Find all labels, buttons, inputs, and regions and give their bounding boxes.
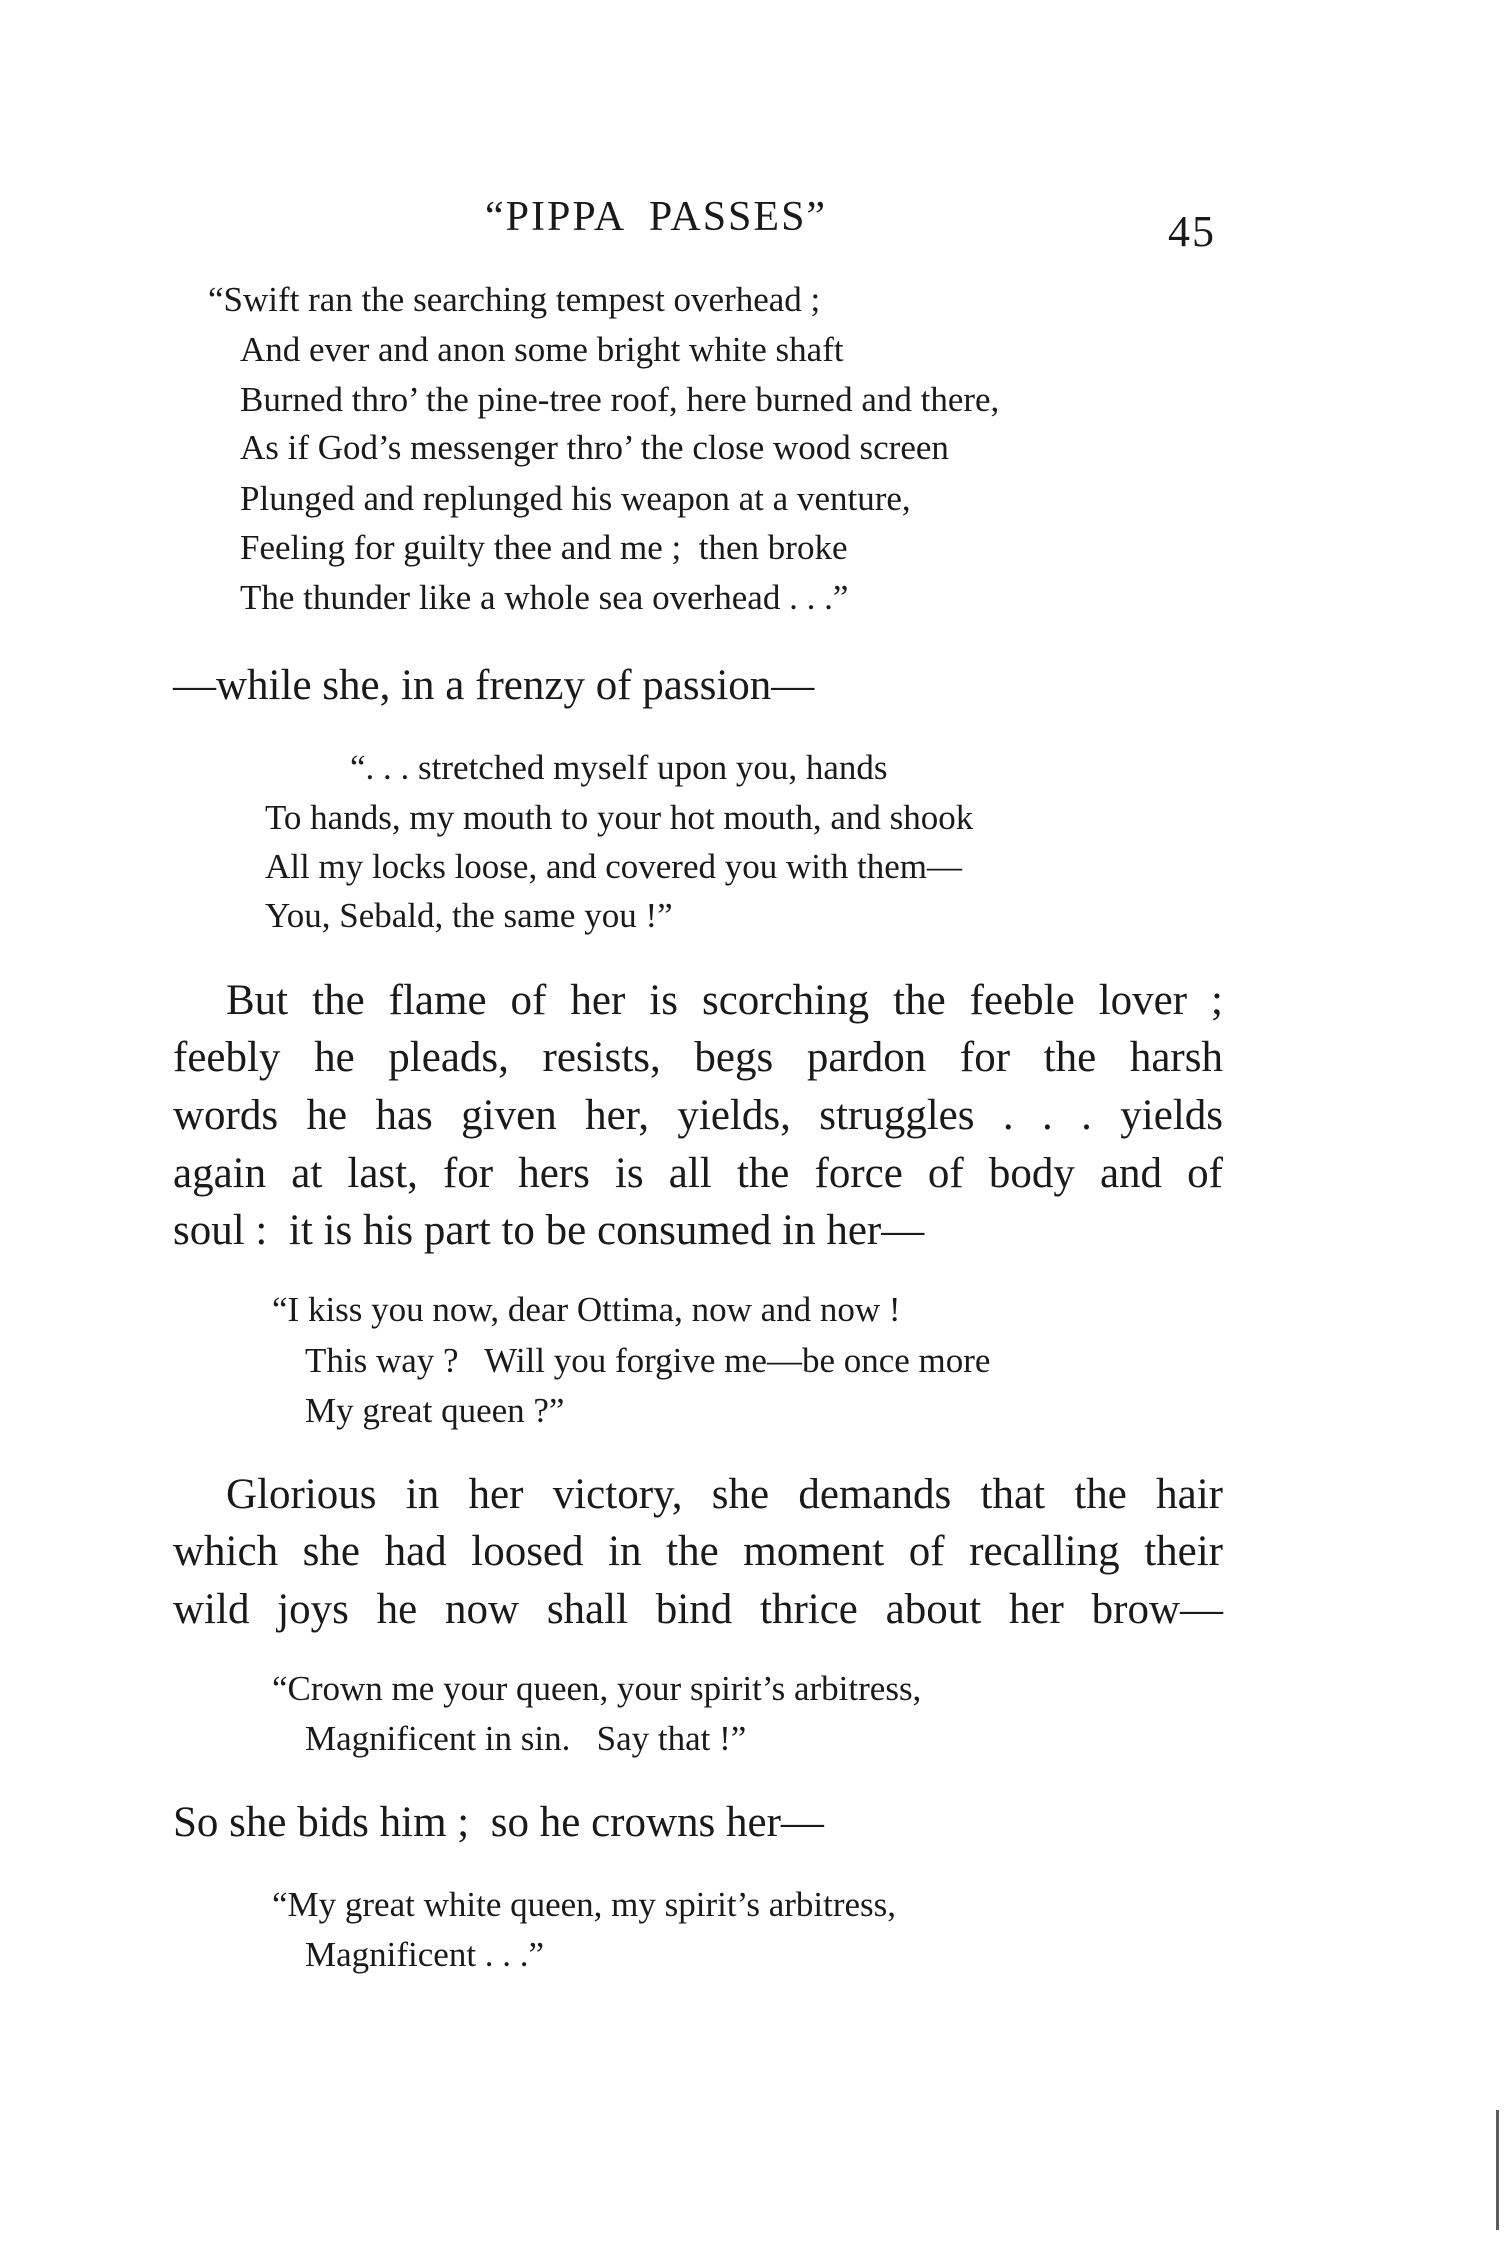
prose-line: So she bids him ; so he crowns her— bbox=[173, 1799, 824, 1846]
prose-line: words he has given her, yields, struggles . . . yields bbox=[173, 1092, 1223, 1139]
prose-line: —while she, in a frenzy of passion— bbox=[173, 662, 815, 709]
verse-line: Magnificent in sin. Say that !” bbox=[305, 1719, 747, 1758]
verse-line: Plunged and replunged his weapon at a venture, bbox=[240, 479, 911, 518]
verse-line: You, Sebald, the same you !” bbox=[265, 896, 673, 935]
verse-line: “My great white queen, my spirit’s arbitress, bbox=[272, 1885, 897, 1924]
prose-line: soul : it is his part to be consumed in her— bbox=[173, 1207, 925, 1254]
prose-line: Glorious in her victory, she demands that the hair bbox=[226, 1471, 1223, 1518]
prose-line: feebly he pleads, resists, begs pardon for the harsh bbox=[173, 1034, 1223, 1081]
verse-line: “Crown me your queen, your spirit’s arbitress, bbox=[272, 1669, 922, 1708]
running-header: “PIPPA PASSES” bbox=[485, 194, 828, 240]
verse-line: This way ? Will you forgive me—be once more bbox=[305, 1341, 991, 1380]
scan-edge-mark bbox=[1496, 2110, 1499, 2230]
prose-line: wild joys he now shall bind thrice about her brow— bbox=[173, 1586, 1223, 1633]
verse-line: As if God’s messenger thro’ the close wood screen bbox=[240, 428, 949, 467]
verse-line: All my locks loose, and covered you with them— bbox=[265, 847, 962, 886]
verse-line: Feeling for guilty thee and me ; then broke bbox=[240, 528, 848, 567]
verse-line: To hands, my mouth to your hot mouth, and shook bbox=[265, 798, 974, 837]
verse-line: “I kiss you now, dear Ottima, now and now ! bbox=[272, 1290, 901, 1329]
prose-line: again at last, for hers is all the force of body and of bbox=[173, 1150, 1223, 1197]
verse-line: Magnificent . . .” bbox=[305, 1935, 545, 1974]
prose-line: But the flame of her is scorching the feeble lover ; bbox=[226, 977, 1223, 1024]
page-number: 45 bbox=[1168, 207, 1216, 256]
verse-line: The thunder like a whole sea overhead . . .” bbox=[240, 578, 849, 617]
verse-line: And ever and anon some bright white shaft bbox=[240, 330, 844, 369]
verse-line: Burned thro’ the pine-tree roof, here burned and there, bbox=[240, 380, 1000, 419]
verse-line: My great queen ?” bbox=[305, 1391, 565, 1430]
verse-line: “Swift ran the searching tempest overhead ; bbox=[208, 280, 821, 319]
verse-line: “. . . stretched myself upon you, hands bbox=[350, 748, 888, 787]
prose-line: which she had loosed in the moment of recalling their bbox=[173, 1528, 1223, 1575]
